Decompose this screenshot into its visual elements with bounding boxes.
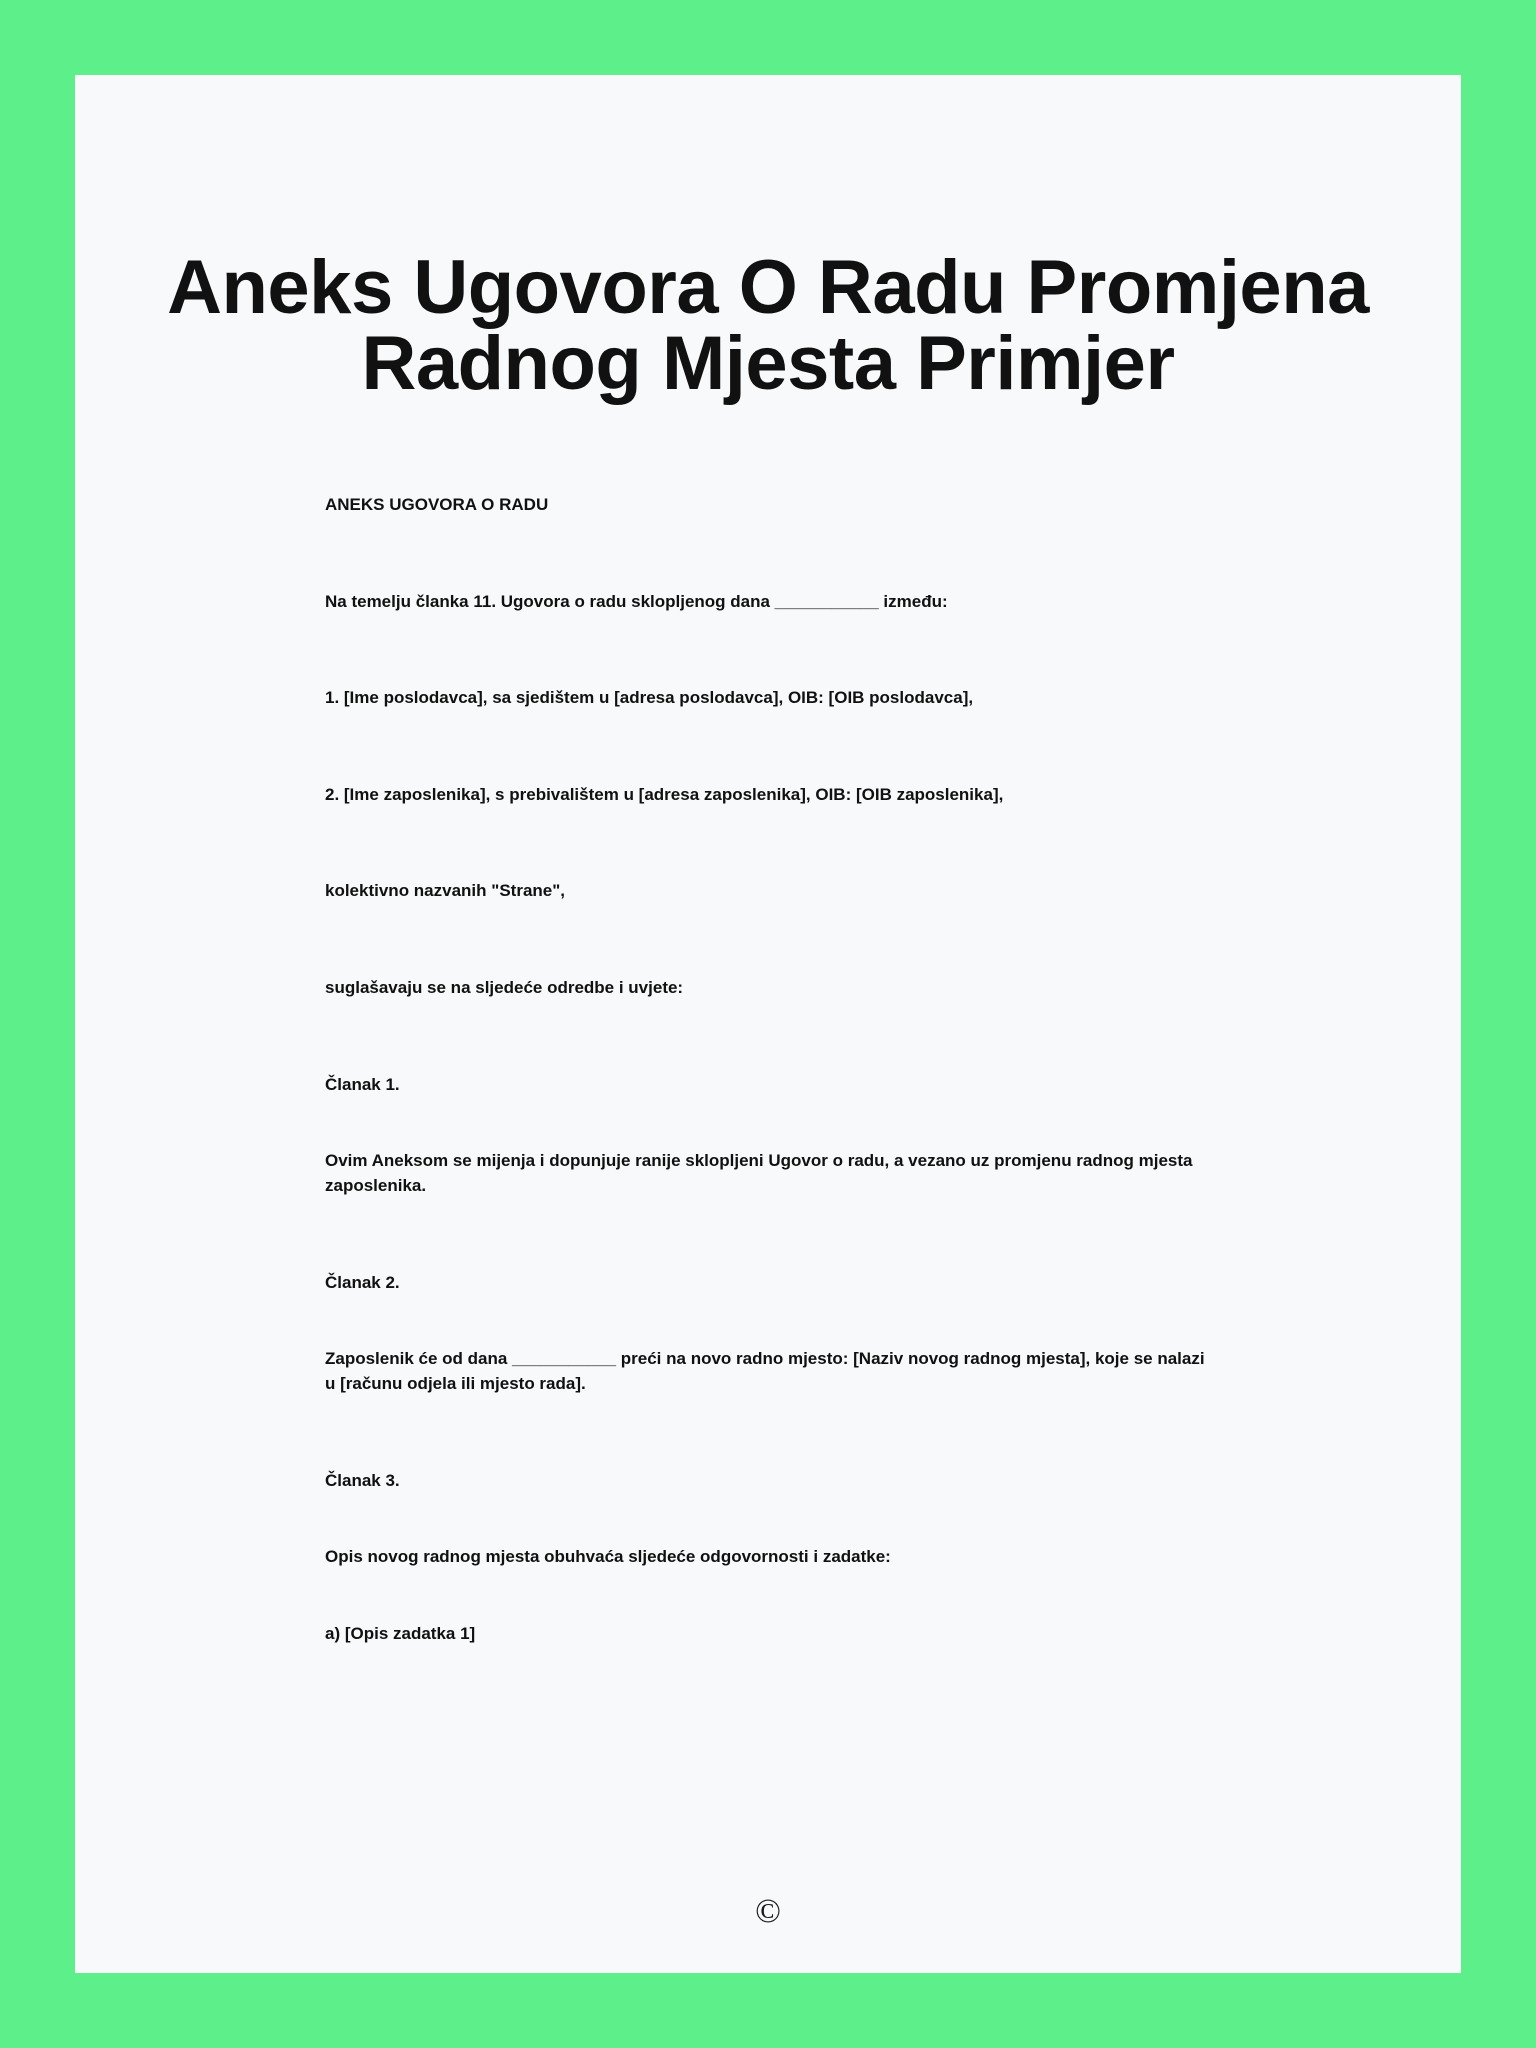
paragraph-party-employee: 2. [Ime zaposlenika], s prebivalištem u [adresa zaposlenika], OIB: [OIB zaposlenika], bbox=[325, 784, 1004, 804]
paragraph-party-employer: 1. [Ime poslodavca], sa sjedištem u [adresa poslodavca], OIB: [OIB poslodavca], bbox=[325, 688, 974, 708]
article-2-text: Zaposlenik će od dana ___________ preći na novo radno mjesto: [Naziv novog radnog mjesta], koje se nalazi u [računu odjela ili mjesto rada]. bbox=[325, 1349, 1205, 1393]
article-3-task-a: a) [Opis zadatka 1] bbox=[325, 1623, 476, 1643]
article-1-heading: Članak 1. bbox=[325, 1074, 400, 1094]
document-body bbox=[75, 402, 1461, 1646]
document-page bbox=[75, 75, 1461, 1973]
article-3-heading: Članak 3. bbox=[325, 1470, 400, 1490]
article-3-text: Opis novog radnog mjesta obuhvaća sljedeće odgovornosti i zadatke: bbox=[325, 1547, 891, 1567]
page-title: Aneks Ugovora O Radu Promjena Radnog Mjesta Primjer bbox=[167, 245, 1369, 406]
article-2-heading: Članak 2. bbox=[325, 1272, 400, 1292]
paragraph-preamble: Na temelju članka 11. Ugovora o radu sklopljenog dana ___________ između: bbox=[325, 591, 948, 611]
paragraph-agreement-intro: suglašavaju se na sljedeće odredbe i uvjete: bbox=[325, 978, 684, 998]
article-1-text: Ovim Aneksom se mijenja i dopunjuje ranije sklopljeni Ugovor o radu, a vezano uz promjenu radnog mjesta zaposlenika. bbox=[325, 1151, 1193, 1195]
copyright-icon: © bbox=[755, 1893, 781, 1930]
paragraph-parties-collective: kolektivno nazvanih "Strane", bbox=[325, 881, 566, 901]
document-heading: ANEKS UGOVORA O RADU bbox=[325, 495, 549, 514]
